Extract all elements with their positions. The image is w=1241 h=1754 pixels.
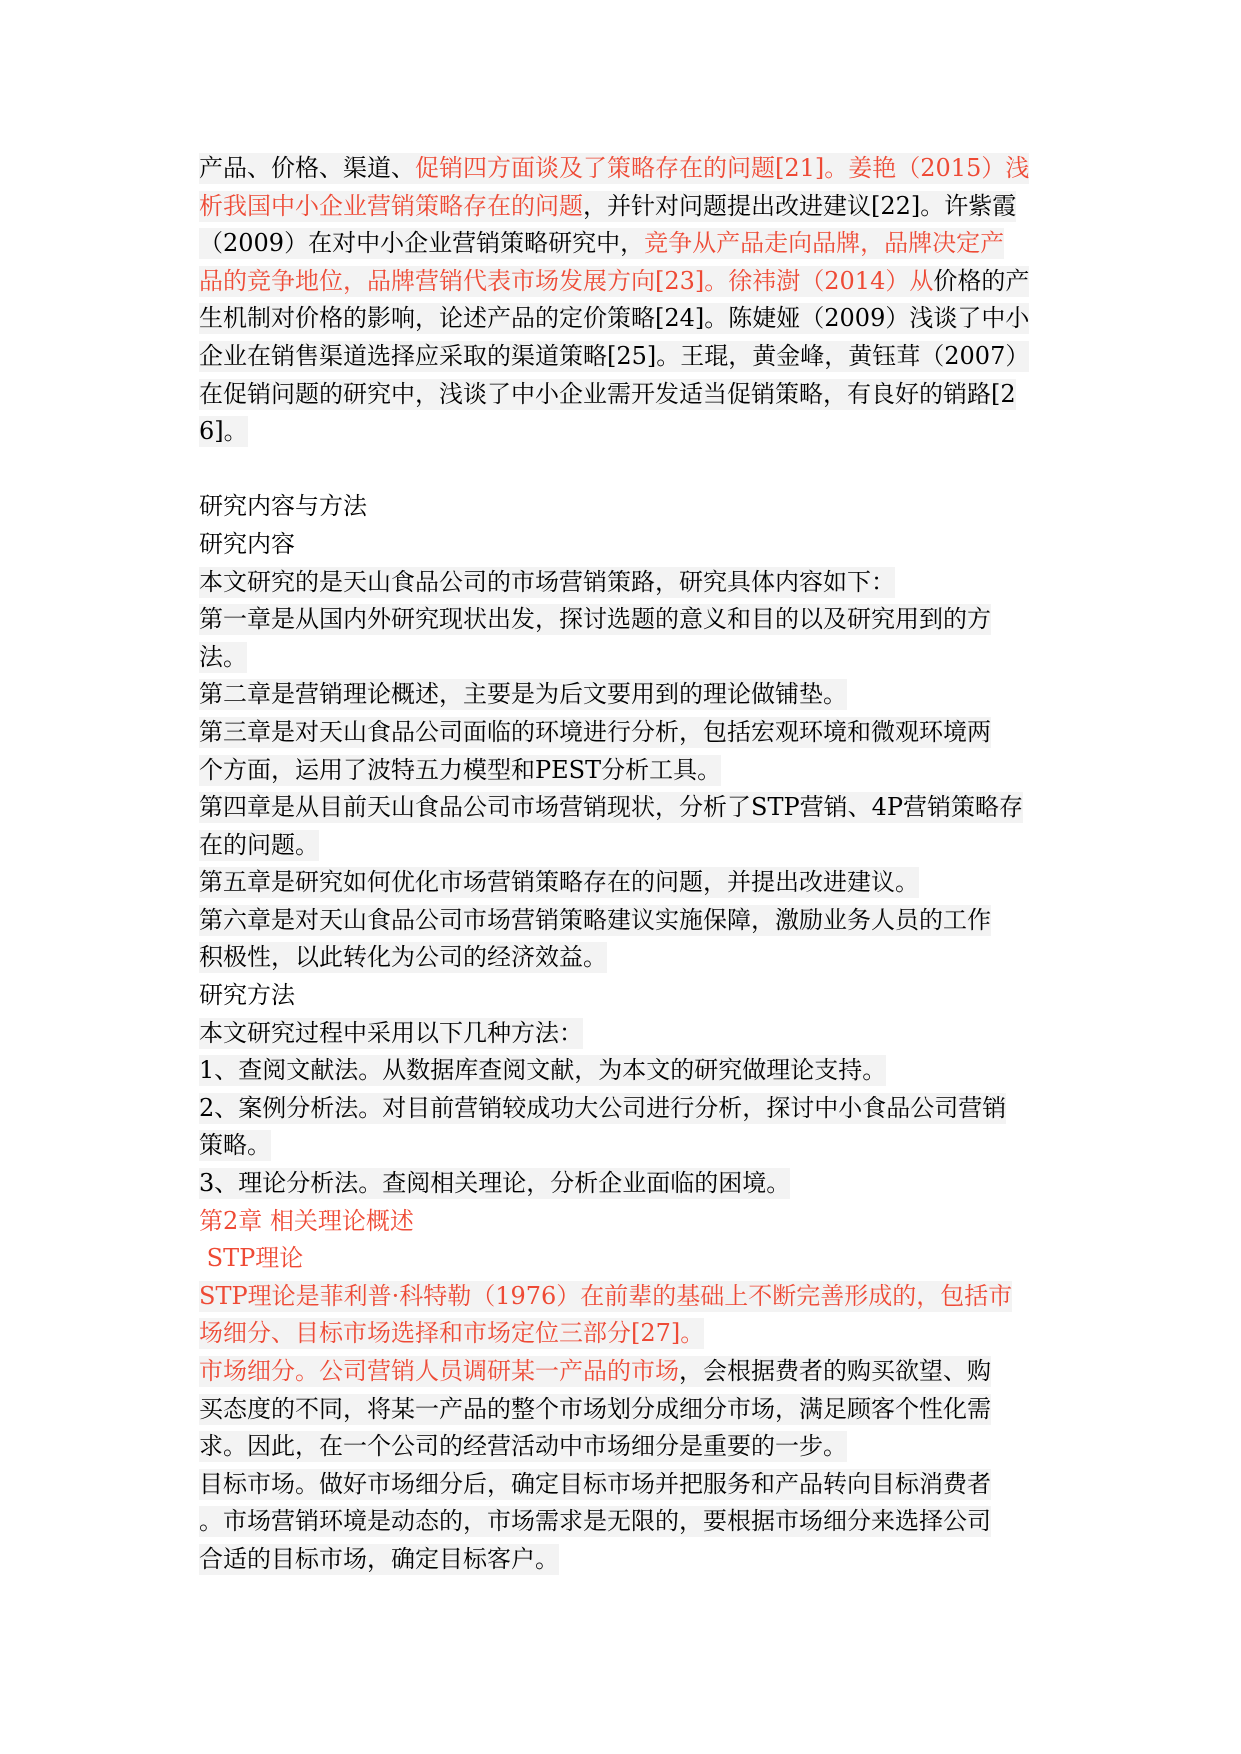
text-line: 2、案例分析法。对目前营销较成功大公司进行分析，探讨中小食品公司营销 <box>199 1093 1007 1122</box>
text-line: 3、理论分析法。查阅相关理论，分析企业面临的困境。 <box>199 1169 791 1198</box>
text-line: 6]。 <box>199 417 248 446</box>
document-page <box>199 150 1049 1579</box>
paragraph-gap <box>199 451 1049 489</box>
text-line: 第六章是对天山食品公司市场营销策略建议实施保障，激励业务人员的工作 <box>199 905 991 934</box>
text-line: 第三章是对天山食品公司面临的环境进行分析，包括宏观环境和微观环境两 <box>199 717 991 746</box>
text-line: 。市场营销环境是动态的，市场需求是无限的，要根据市场细分来选择公司 <box>199 1507 991 1536</box>
highlighted-red-text: 析我国中小企业营销策略存在的问题 <box>199 191 583 220</box>
text-line: 第五章是研究如何优化市场营销策略存在的问题，并提出改进建议。 <box>199 868 919 897</box>
section-heading: 研究内容与方法 <box>199 492 367 521</box>
text-line: 企业在销售渠道选择应采取的渠道策略[25]。王琨，黄金峰，黄钰茸（2007） <box>199 341 1030 370</box>
text-line: 1、查阅文献法。从数据库查阅文献，为本文的研究做理论支持。 <box>199 1056 887 1085</box>
highlighted-red-text: 竞争从产品走向品牌，品牌决定产 <box>644 229 1005 258</box>
text-line: 法。 <box>199 642 247 671</box>
text-line <box>199 228 1004 259</box>
subsection-heading-methods: 研究方法 <box>199 981 295 1010</box>
text-line <box>199 153 1029 184</box>
highlighted-red-text: 品的竞争地位，品牌营销代表市场发展方向[23]。徐祎澍（2014）从 <box>199 266 934 295</box>
text-run: （2009）在对中小企业营销策略研究中， <box>199 229 645 258</box>
text-line: 生机制对价格的影响，论述产品的定价策略[24]。陈婕娅（2009）浅谈了中小 <box>199 304 1030 333</box>
text-line: 第二章是营销理论概述，主要是为后文要用到的理论做铺垫。 <box>199 680 847 709</box>
text-run: ，并针对问题提出改进建议[22]。许紫霞 <box>583 191 1017 220</box>
text-line: 本文研究过程中采用以下几种方法： <box>199 1018 583 1047</box>
text-run: 产品、价格、渠道、 <box>199 154 415 182</box>
text-line: 策略。 <box>199 1131 271 1160</box>
text-line: 买态度的不同，将某一产品的整个市场划分成细分市场，满足顾客个性化需 <box>199 1394 991 1423</box>
text-run: 价格的产 <box>933 266 1030 295</box>
text-line: 本文研究的是天山食品公司的市场营销策路，研究具体内容如下： <box>199 567 895 596</box>
text-line: 第四章是从目前天山食品公司市场营销现状，分析了STP营销、4P营销策略存 <box>199 793 1024 822</box>
subsection-heading-content: 研究内容 <box>199 529 295 558</box>
highlighted-red-text: STP理论是菲利普·科特勒（1976）在前辈的基础上不断完善形成的，包括市 <box>199 1281 1013 1310</box>
text-line <box>199 1356 991 1387</box>
highlighted-red-text: 场细分、目标市场选择和市场定位三部分[27]。 <box>199 1319 705 1348</box>
chapter-title: 第2章 相关理论概述 <box>199 1206 414 1235</box>
text-line: 第一章是从国内外研究现状出发，探讨选题的意义和目的以及研究用到的方 <box>199 605 991 634</box>
text-line <box>199 191 1016 222</box>
text-line: 合适的目标市场，确定目标客户。 <box>199 1544 559 1573</box>
text-line: 积极性，以此转化为公司的经济效益。 <box>199 943 607 972</box>
text-run: ，会根据费者的购买欲望、购 <box>679 1357 991 1385</box>
highlighted-red-text: 市场细分。公司营销人员调研某一产品的市场 <box>199 1357 679 1385</box>
text-line: 求。因此，在一个公司的经营活动中市场细分是重要的一步。 <box>199 1432 847 1461</box>
stp-heading: STP理论 <box>199 1244 304 1273</box>
research-section <box>199 488 1049 1202</box>
text-line: 个方面，运用了波特五力模型和PEST分析工具。 <box>199 755 722 784</box>
text-line: 目标市场。做好市场细分后，确定目标市场并把服务和产品转向目标消费者 <box>199 1469 991 1498</box>
text-line: 在的问题。 <box>199 830 319 859</box>
literature-review-paragraph <box>199 150 1049 451</box>
highlighted-red-text: 促销四方面谈及了策略存在的问题[21]。姜艳（2015）浅 <box>415 154 1030 182</box>
chapter-2-section <box>199 1203 1049 1579</box>
text-line <box>199 266 1029 297</box>
text-line: 在促销问题的研究中，浅谈了中小企业需开发适当促销策略，有良好的销路[2 <box>199 379 1016 408</box>
